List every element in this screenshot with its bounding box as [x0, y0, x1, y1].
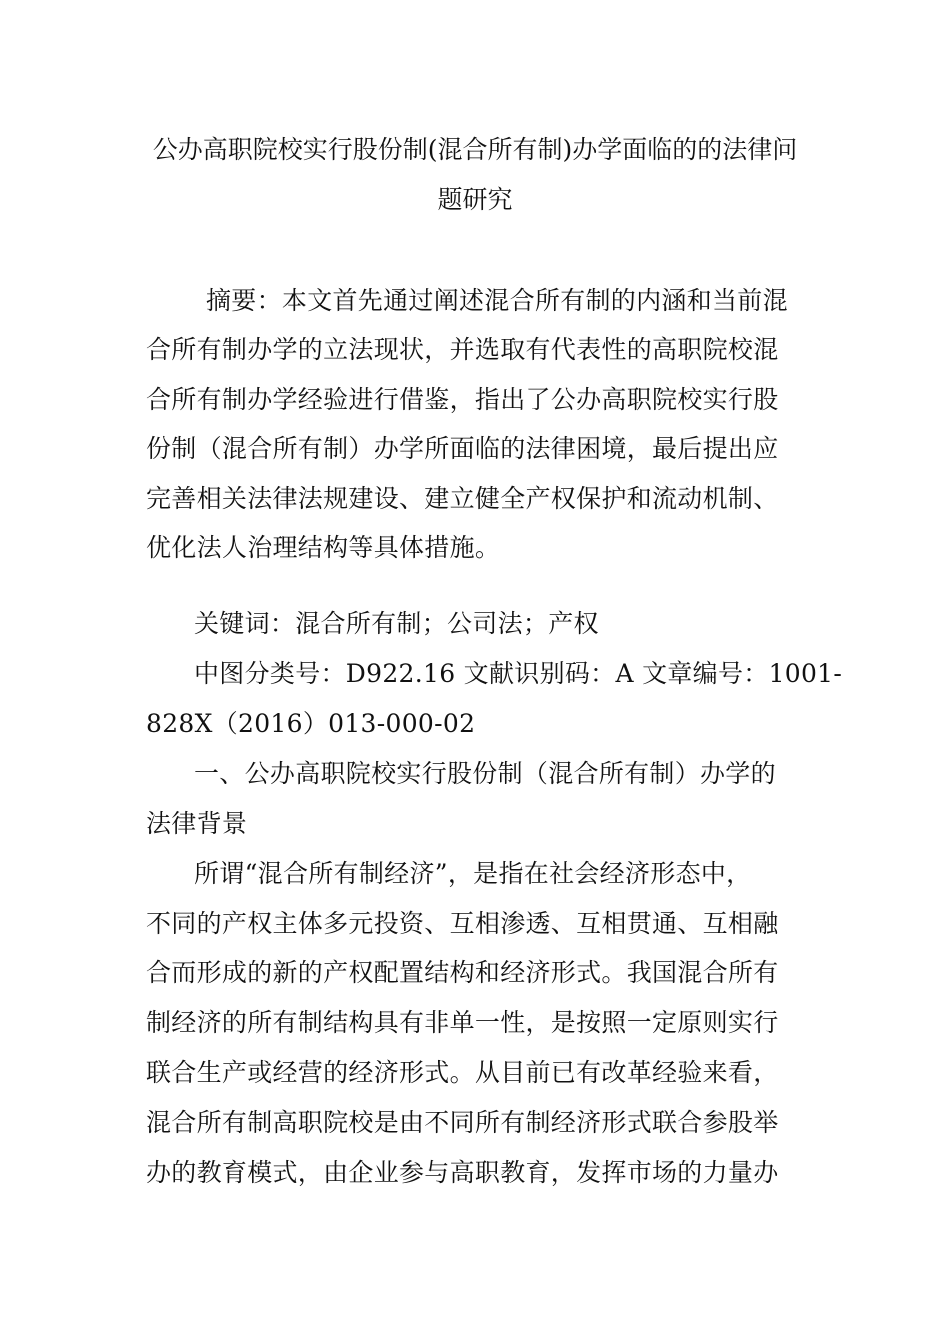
- abstract-line-4: 份制（混合所有制）办学所面临的法律困境，最后提出应: [146, 434, 779, 463]
- abstract-line-1: 摘要：本文首先通过阐述混合所有制的内涵和当前混: [206, 286, 788, 315]
- section-heading-line-2: 法律背景: [146, 809, 248, 838]
- classification-line-1: 中图分类号：D922.16 文献识别码：A 文章编号：1001-: [194, 659, 843, 688]
- body-line-7: 办的教育模式，由企业参与高职教育，发挥市场的力量办: [146, 1158, 779, 1187]
- abstract-line-2: 合所有制办学的立法现状，并选取有代表性的高职院校混: [146, 335, 779, 364]
- keywords-line: 关键词：混合所有制；公司法；产权: [194, 609, 599, 638]
- body-line-1: 所谓“混合所有制经济”，是指在社会经济形态中，: [194, 859, 752, 888]
- title-line-1: 公办高职院校实行股份制(混合所有制)办学面临的的法律问: [152, 135, 798, 164]
- body-line-6: 混合所有制高职院校是由不同所有制经济形式联合参股举: [146, 1108, 779, 1137]
- body-line-5: 联合生产或经营的经济形式。从目前已有改革经验来看，: [146, 1058, 779, 1087]
- abstract-line-5: 完善相关法律法规建设、建立健全产权保护和流动机制、: [146, 484, 779, 513]
- classification-line-2: 828X（2016）013-000-02: [146, 709, 476, 738]
- abstract-line-3: 合所有制办学经验进行借鉴，指出了公办高职院校实行股: [146, 385, 779, 414]
- title-line-2: 题研究: [437, 185, 513, 214]
- body-line-3: 合而形成的新的产权配置结构和经济形式。我国混合所有: [146, 958, 779, 987]
- body-line-2: 不同的产权主体多元投资、互相渗透、互相贯通、互相融: [146, 909, 779, 938]
- section-heading-line-1: 一、公办高职院校实行股份制（混合所有制）办学的: [194, 759, 776, 788]
- body-line-4: 制经济的所有制结构具有非单一性，是按照一定原则实行: [146, 1008, 779, 1037]
- abstract-line-6: 优化法人治理结构等具体措施。: [146, 533, 501, 562]
